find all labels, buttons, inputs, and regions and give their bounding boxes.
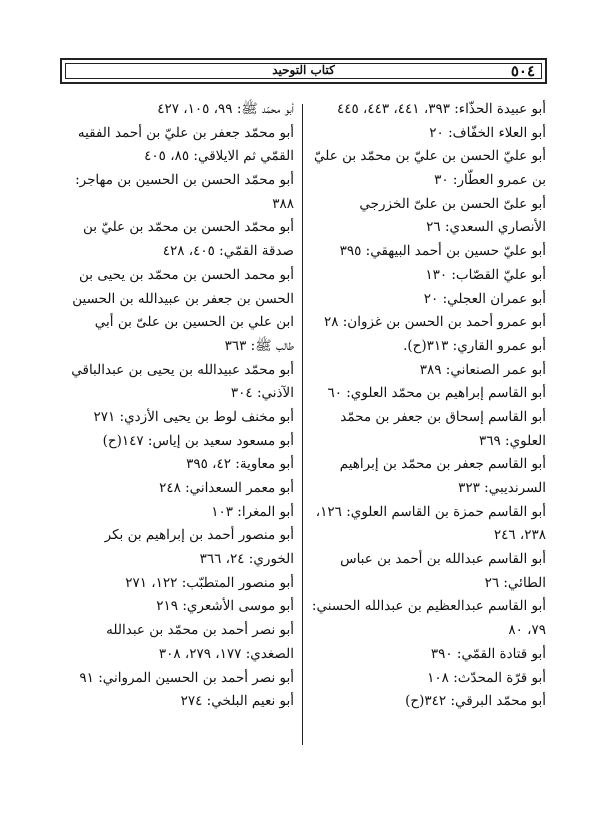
index-line: أبو قتادة القمّي: ٣٩٠ [430, 645, 546, 662]
index-line: أبو نعيم البلخي: ٢٧٤ [180, 693, 294, 710]
index-line: العلوي: ٣٦٩ [479, 432, 546, 449]
index-line: أبو محمّد عبيدالله بن يحيى بن عبدالباقي [71, 361, 294, 378]
index-line: أبو مسعود سعيد بن إياس: ١٤٧(ح) [102, 432, 294, 449]
index-line: أبو عمر الصنعاني: ٣٨٩ [419, 361, 546, 378]
index-line: الحسن بن جعفر بن عبيدالله بن الحسين [72, 290, 294, 307]
index-line: أبو المغرا: ١٠٣ [211, 503, 294, 520]
index-line: أبو معاوية: ٤٢، ٣٩٥ [186, 456, 294, 473]
index-line: أبو نصر أحمد بن الحسين المرواني: ٩١ [79, 669, 294, 686]
index-column-left [60, 98, 294, 714]
index-line: ٧٩، ٨٠ [508, 622, 546, 639]
index-line: الطائي: ٢٦ [484, 574, 546, 591]
index-line: أبو القاسم إسحاق بن جعفر بن محمّد [340, 408, 546, 425]
index-line: أبو محمّد ﷺ: ٩٩، ١٠٥، ٤٢٧ [157, 101, 294, 117]
page-number: ٥٠٤ [510, 62, 535, 80]
index-line: أبو عمرو أحمد بن الحسن بن غزوان: ٢٨ [323, 314, 546, 331]
index-line: أبو معمر السعداني: ٢٤٨ [159, 480, 294, 496]
index-line: السرنديبي: ٣٢٣ [458, 480, 546, 496]
index-line: ٣٨٨ [272, 195, 294, 212]
index-line: أبو محمّد جعفر بن عليّ بن أحمد الفقيه [77, 124, 294, 141]
page-header [60, 58, 547, 84]
index-line: أبو منصور المتطبّب: ١٢٢، ٢٧١ [125, 574, 294, 591]
index-line: القمّي ثم الايلاقي: ٨٥، ٤٠٥ [144, 148, 294, 165]
index-line: الأنصاري السعدي: ٢٦ [426, 219, 546, 236]
index-line: أبو نصر أحمد بن محمّد بن عبدالله [106, 622, 294, 639]
index-line: أبو القاسم عبدالعظيم بن عبدالله الحسني: [311, 598, 546, 615]
index-line: أبو القاسم إبراهيم بن محمّد العلوي: ٦٠ [327, 385, 546, 402]
index-line: بن عمرو العطّار: ٣٠ [434, 172, 546, 189]
index-line: أبو القاسم جعفر بن محمّد بن إبراهيم [339, 456, 546, 473]
index-line: أبو القاسم حمزة بن القاسم العلوي: ١٢٦، [315, 503, 546, 520]
index-line: طالب ﷺ: ٣٦٣ [224, 337, 294, 354]
index-line: أبو عبيدة الحذّاء: ٣٩٣، ٤٤١، ٤٤٣، ٤٤٥ [336, 101, 546, 117]
index-line: أبو عمران العجلي: ٢٠ [423, 290, 546, 307]
book-title: كتاب التوحيد [272, 63, 335, 77]
index-line: أبو العلاء الخفّاف: ٢٠ [429, 124, 546, 141]
index-line: أبو محمّد الحسن بن الحسين بن مهاجر: [75, 172, 294, 189]
index-line: أبو القاسم عبدالله بن أحمد بن عباس [340, 551, 546, 568]
index-line: أبو قرّة المحدّث: ١٠٨ [427, 669, 546, 686]
index-line: أبو منصور أحمد بن إبراهيم بن بكر [104, 527, 294, 544]
index-line: أبو محمّد الحسن بن محمّد بن عليّ بن [83, 219, 294, 236]
index-line: أبو عليّ حسين بن أحمد البيهقي: ٣٩٥ [339, 243, 546, 260]
index-line: الخوري: ٢٤، ٣٦٦ [199, 551, 294, 568]
index-line: ٢٣٨، ٢٤٦ [493, 527, 546, 544]
index-line: الآذني: ٣٠٤ [230, 385, 294, 402]
index-line: أبو عمرو القاري: ٣١٣(ح). [403, 337, 546, 354]
index-line: أبو موسى الأشعري: ٢١٩ [156, 598, 294, 615]
index-line: أبو مخنف لوط بن يحيى الأزدي: ٢٧١ [93, 408, 294, 425]
index-line: الصغدي: ١٧٧، ٢٧٩، ٣٠٨ [158, 645, 294, 662]
column-divider [302, 104, 303, 745]
index-line: أبو محمّد البرقي: ٣٤٢(ح) [405, 693, 546, 710]
index-line: أبو علىّ الحسن بن علىّ الخزرجي [359, 195, 546, 212]
index-line: صدقة القمّي: ٤٠٥، ٤٢٨ [162, 243, 294, 260]
index-column-right [310, 98, 546, 714]
index-line: ابن علي بن الحسين بن علىّ بن أبي [94, 314, 294, 331]
index-line: أبو عليّ الحسن بن عليّ بن محمّد بن عليّ [314, 148, 546, 165]
index-line: أبو محمد الحسن بن محمّد بن يحيى بن [79, 266, 294, 283]
index-line: أبو عليّ القصّاب: ١٣٠ [425, 266, 546, 283]
